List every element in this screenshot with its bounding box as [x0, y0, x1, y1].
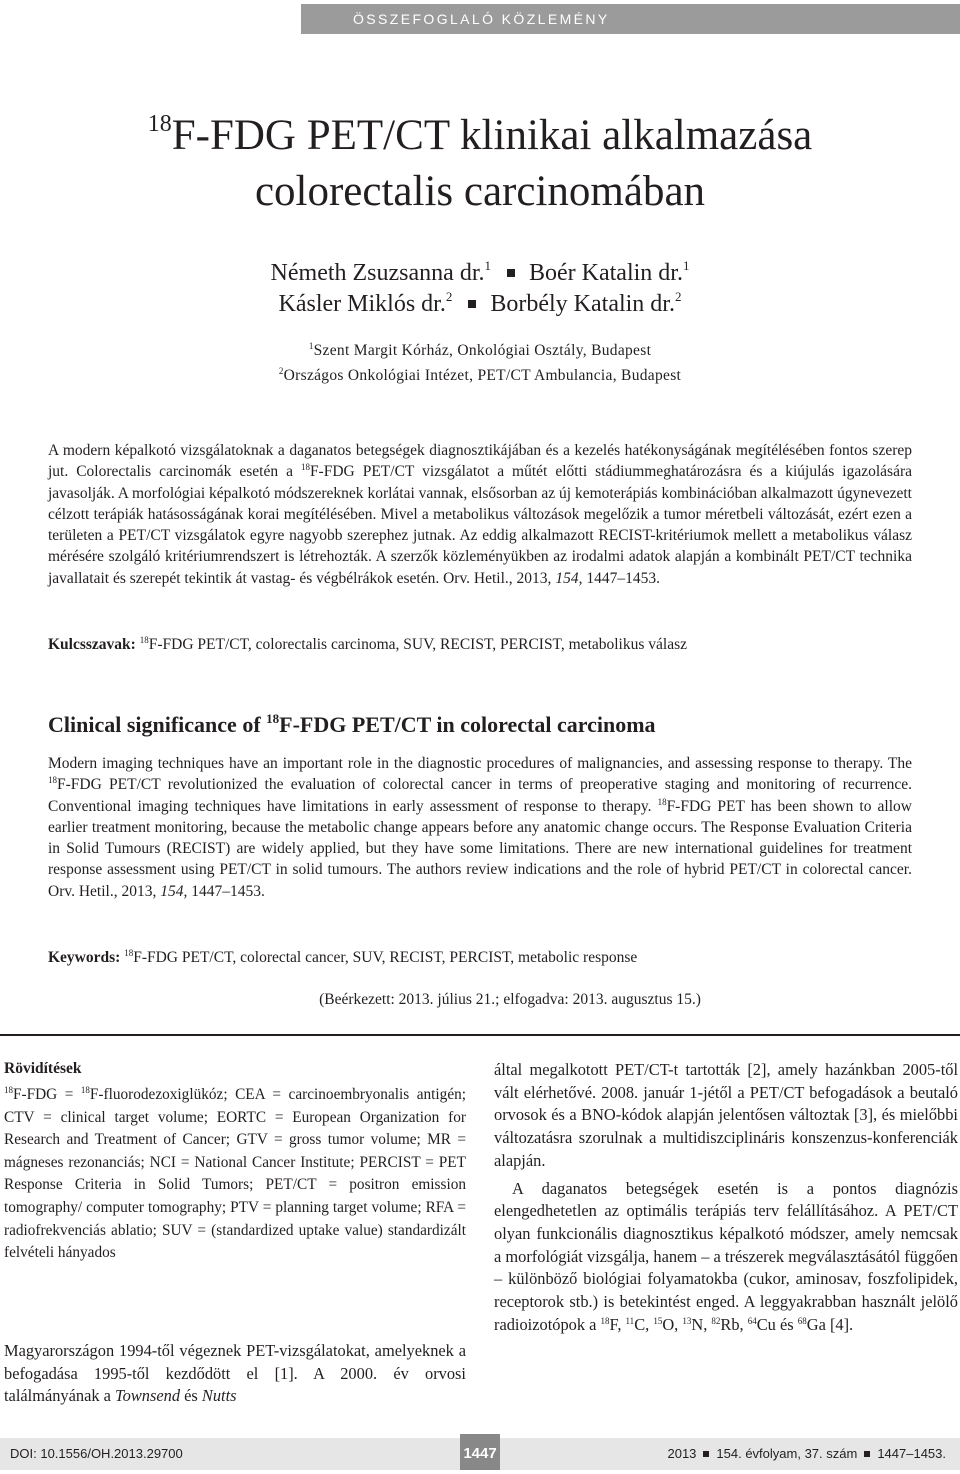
- keywords-label: Keywords:: [48, 949, 121, 966]
- section-label: ÖSSZEFOGLALÓ KÖZLEMÉNY: [353, 11, 610, 27]
- affiliation-2: $^2$Országos Onkológiai Intézet, PET/CT Ambulancia, Budapest: [278, 366, 682, 384]
- title-line-1: F-FDG PET/CT klinikai alkalmazása: [171, 112, 813, 159]
- separator-square-icon: [703, 1451, 709, 1457]
- article-title: [0, 108, 960, 220]
- body-paragraph: A daganatos betegségek esetén is a pontos diagnózis elengedhetetlen az optimális terápiás terv felállításához. A PET/CT olyan funkcionális diagnosztikus képalkotó módszer, amely nemcsak a morfológiát vizsgálja, hanem – a trészerek megválasztásától függően – különböző biológiai folyamatokba (cukor, aminosav, foszfolipidek, receptorok stb.) is betekintést enged. A leggyakrabban használt jelölő radioizotópok a $^{18}$F, $^{11}$C, $^{15}$O, $^{13}$N, $^{82}$Rb, $^{64}$Cu és $^{68}$Ga [4].: [494, 1178, 958, 1334]
- doi-link[interactable]: DOI: 10.1556/OH.2013.29700: [10, 1446, 183, 1461]
- english-abstract: Modern imaging techniques have an important role in the diagnostic procedures of malignancies, and assessing response to therapy. The $^{18}$F-FDG PET/CT revolutionized the evaluation of colorectal cancer in terms of preoperative staging and monitoring of recurrence. Conventional imaging techniques have limitations in early assessment of response to therapy. $^{18}$F-FDG PET has been shown to allow earlier treatment monitoring, because the metabolic change appears before any anatomic change occurs. The Response Evaluation Criteria in Solid Tumours (RECIST) are widely applied, but they have some limitations. There are new international guidelines for treatment response assessment using PET/CT in solid tumours. The authors review indications and the role of hybrid PET/CT in colorectal cancer. Orv. Hetil., 2013, 154, 1447–1453.: [48, 755, 912, 900]
- separator-square-icon: [507, 269, 515, 277]
- page-number: 1447: [460, 1434, 500, 1470]
- english-keywords: Keywords: $^{18}$F-FDG PET/CT, colorectal cancer, SUV, RECIST, PERCIST, metabolic response: [48, 948, 638, 966]
- english-title: Clinical significance of $^{18}$F-FDG PET/CT in colorectal carcinoma: [48, 711, 656, 737]
- separator-square-icon: [864, 1451, 870, 1457]
- author-name: Kásler Miklós dr.: [278, 291, 446, 317]
- received-dates: (Beérkezett: 2013. július 21.; elfogadva: 2013. augusztus 15.): [319, 991, 701, 1008]
- author-name: Boér Katalin dr.: [528, 260, 683, 286]
- abbreviations-text: $^{18}$F-FDG = $^{18}$F-fluorodezoxiglükóz; CEA = carcinoembryonalis antigén; CTV = clinical target volume; EORTC = European Organization for Research and Treatment of Cancer; GTV = gross tumor volume; MR = mágneses rezonanciás; NCI = National Cancer Institute; PERCIST = PET Response Criteria in Solid Tumors; PET/CT = positron emission tomography/ computer tomography; PTV = planning target volume; RFA = radiofrekvenciás ablatio; SUV = (standardized uptake value) standardizált felvételi hányados: [4, 1085, 467, 1262]
- body-text-left: Magyarországon 1994-től végeznek PET-vizsgálatokat, amelyeknek a befogadása 1995-től kezdődött el [1]. A 2000. év orvosi találmányának a Townsend és Nutts: [4, 1341, 466, 1406]
- body-text-right: [494, 1059, 958, 1336]
- hungarian-abstract: A modern képalkotó vizsgálatoknak a daganatos betegségek diagnosztikájában és a kezelés hatékonyságának megítélésében fontos szerep jut. Colorectalis carcinomák esetén a $^{18}$F-FDG PET/CT vizsgálatot a műtét előtti stádiummeghatározásra és a kiújulás igazolására javasolják. A morfológiai képalkotó módszereknek korlátai vannak, elsősorban az új kemoterápiás kombinációban alkalmazott úgynevezett célzott terápiák hatásosságának korai megítélésében. Mivel a metabolikus változások megelőzik a tumor méretbeli változását, ezért ezen a területen a PET/CT vizsgálatok egyre nagyobb szerephez jutnak. Az eddig alkalmazott RECIST-kritériumok mellett a metabolikus válasz mérésére szolgáló kritériumrendszert is létrehozták. A szerzők közleményükben az irodalmi adatok alapján a kombinált PET/CT technika javallatait és szerepét tekintik át vastag- és végbélrákok esetén. Orv. Hetil., 2013, 154, 1447–1453.: [48, 442, 912, 587]
- affiliations: [0, 338, 960, 388]
- affiliation-1: $^1$Szent Margit Kórház, Onkológiai Osztály, Budapest: [308, 341, 652, 359]
- divider-line: [0, 1034, 960, 1036]
- title-line-2: colorectalis carcinomában: [254, 168, 706, 215]
- section-header: [301, 4, 960, 34]
- hungarian-keywords: Kulcsszavak: $^{18}$F-FDG PET/CT, colorectalis carcinoma, SUV, RECIST, PERCIST, metabolikus válasz: [48, 635, 687, 653]
- separator-square-icon: [468, 300, 476, 308]
- author-name: Németh Zsuzsanna dr.: [270, 260, 485, 286]
- abbreviations-heading: Rövidítések: [4, 1060, 82, 1077]
- keywords-label: Kulcsszavak:: [48, 636, 136, 653]
- author-list: Németh Zsuzsanna dr.$^1$ Boér Katalin dr.$^1$ Kásler Miklós dr.$^2$ Borbély Katalin dr.$^2$: [270, 258, 690, 317]
- title-superscript: 18: [147, 111, 172, 137]
- author-name: Borbély Katalin dr.: [490, 291, 675, 317]
- body-paragraph: által megalkotott PET/CT-t tartották [2], amely hazánkban 2005-től vált elérhetővé. 2008. január 1-jétől a PET/CT befogadások a beutaló orvosok és a BNO-kódok alapján jelentősen változtak [3], és mielőbbi változatásra szorulnak a multidiszciplináris konszenzus-konferenciák alapján.: [494, 1060, 958, 1170]
- journal-citation: 2013 154. évfolyam, 37. szám 1447–1453.: [667, 1446, 946, 1461]
